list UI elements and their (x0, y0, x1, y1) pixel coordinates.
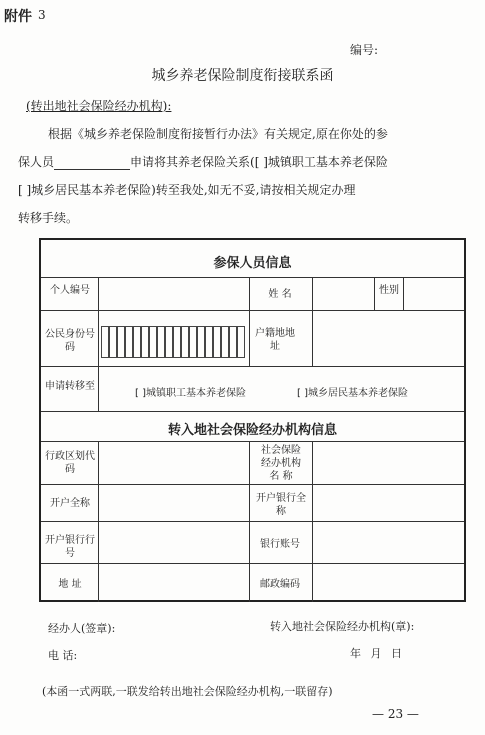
citizen-id-digit-box[interactable] (205, 326, 213, 358)
row-divider (41, 411, 464, 412)
personal-id-label: 个人编号 (50, 285, 90, 296)
citizen-id-label: 公民身份号 码 (45, 329, 95, 353)
col-divider (249, 441, 250, 602)
handler-signature-label: 经办人(签章): (48, 622, 116, 635)
citizen-id-digit-box[interactable] (149, 326, 157, 358)
info-form-table (39, 238, 466, 602)
admin-code-label: 行政区划代 码 (45, 451, 95, 475)
addressee-line: (转出地社会保险经办机构): (26, 99, 172, 113)
col-divider (312, 441, 313, 602)
account-name-label: 开户全称 (50, 498, 90, 509)
body-line-3: [ ]城乡居民基本养老保险)转至我处,如无不妥,请按相关规定办理 (18, 183, 356, 197)
citizen-id-digit-box[interactable] (229, 326, 237, 358)
household-address-label: 户籍地地 址 (255, 328, 295, 352)
copies-note: (本函一式两联,一联发给转出地社会保险经办机构,一联留存) (42, 685, 333, 698)
page-number: — 23 — (372, 707, 419, 721)
citizen-id-digit-box[interactable] (165, 326, 173, 358)
row-divider (41, 521, 464, 522)
body-line-2-end: 申请将其养老保险关系([ ]城镇职工基本养老保险 (130, 155, 388, 169)
row-divider (41, 484, 464, 485)
option-urban-employee[interactable]: [ ]城镇职工基本养老保险 (135, 388, 246, 399)
col-divider (374, 277, 375, 310)
postcode-label: 邮政编码 (260, 579, 300, 590)
row-divider (41, 441, 464, 442)
agency-name-label: 社会保险经办机构名 称 (261, 445, 301, 482)
body-line-2-start: 保人员 (18, 155, 55, 169)
citizen-id-digit-box[interactable] (125, 326, 133, 358)
col-divider (312, 277, 313, 366)
citizen-id-digit-box[interactable] (189, 326, 197, 358)
bank-account-label: 银行账号 (260, 539, 300, 550)
annex-label: 附件 (4, 9, 32, 25)
annex-number: 3 (38, 8, 46, 22)
col-divider (98, 277, 99, 411)
bank-number-label: 开户银行行 号 (45, 535, 95, 559)
citizen-id-digit-box[interactable] (101, 326, 109, 358)
citizen-id-digit-box[interactable] (157, 326, 165, 358)
body-line-2 (18, 153, 388, 170)
row-divider (41, 366, 464, 367)
row-divider (41, 563, 464, 564)
serial-number-label: 编号: (350, 43, 379, 57)
citizen-id-digit-box[interactable] (221, 326, 229, 358)
citizen-id-digit-box[interactable] (133, 326, 141, 358)
address-label: 地 址 (58, 579, 82, 590)
date-label: 年 月 日 (350, 647, 402, 660)
name-label: 姓 名 (268, 289, 292, 300)
citizen-id-digit-box[interactable] (141, 326, 149, 358)
citizen-id-digit-box[interactable] (181, 326, 189, 358)
option-urban-rural-resident[interactable]: [ ]城乡居民基本养老保险 (297, 388, 408, 399)
citizen-id-digit-box[interactable] (173, 326, 181, 358)
citizen-id-digit-box[interactable] (117, 326, 125, 358)
insured-name-blank[interactable] (54, 157, 130, 170)
citizen-id-digit-box[interactable] (237, 326, 245, 358)
receiving-agency-seal-label: 转入地社会保险经办机构(章): (270, 620, 415, 633)
citizen-id-digit-box[interactable] (213, 326, 221, 358)
body-line-4: 转移手续。 (18, 211, 79, 225)
section-receiving-agency-title: 转入地社会保险经办机构信息 (167, 423, 337, 438)
citizen-id-digit-box[interactable] (109, 326, 117, 358)
phone-label: 电 话: (48, 649, 78, 662)
col-divider (249, 277, 250, 366)
col-divider (403, 277, 404, 310)
gender-label: 性别 (379, 285, 399, 296)
section-insured-info-title: 参保人员信息 (213, 256, 292, 271)
bank-name-label: 开户银行全 称 (256, 493, 306, 517)
body-line-1: 根据《城乡养老保险制度衔接暂行办法》有关规定,原在你处的参 (48, 127, 388, 141)
document-title: 城乡养老保险制度衔接联系函 (151, 68, 334, 84)
row-divider (41, 310, 464, 311)
citizen-id-digit-box[interactable] (197, 326, 205, 358)
transfer-to-label: 申请转移至 (45, 381, 95, 392)
row-divider (41, 277, 464, 278)
col-divider (98, 441, 99, 602)
